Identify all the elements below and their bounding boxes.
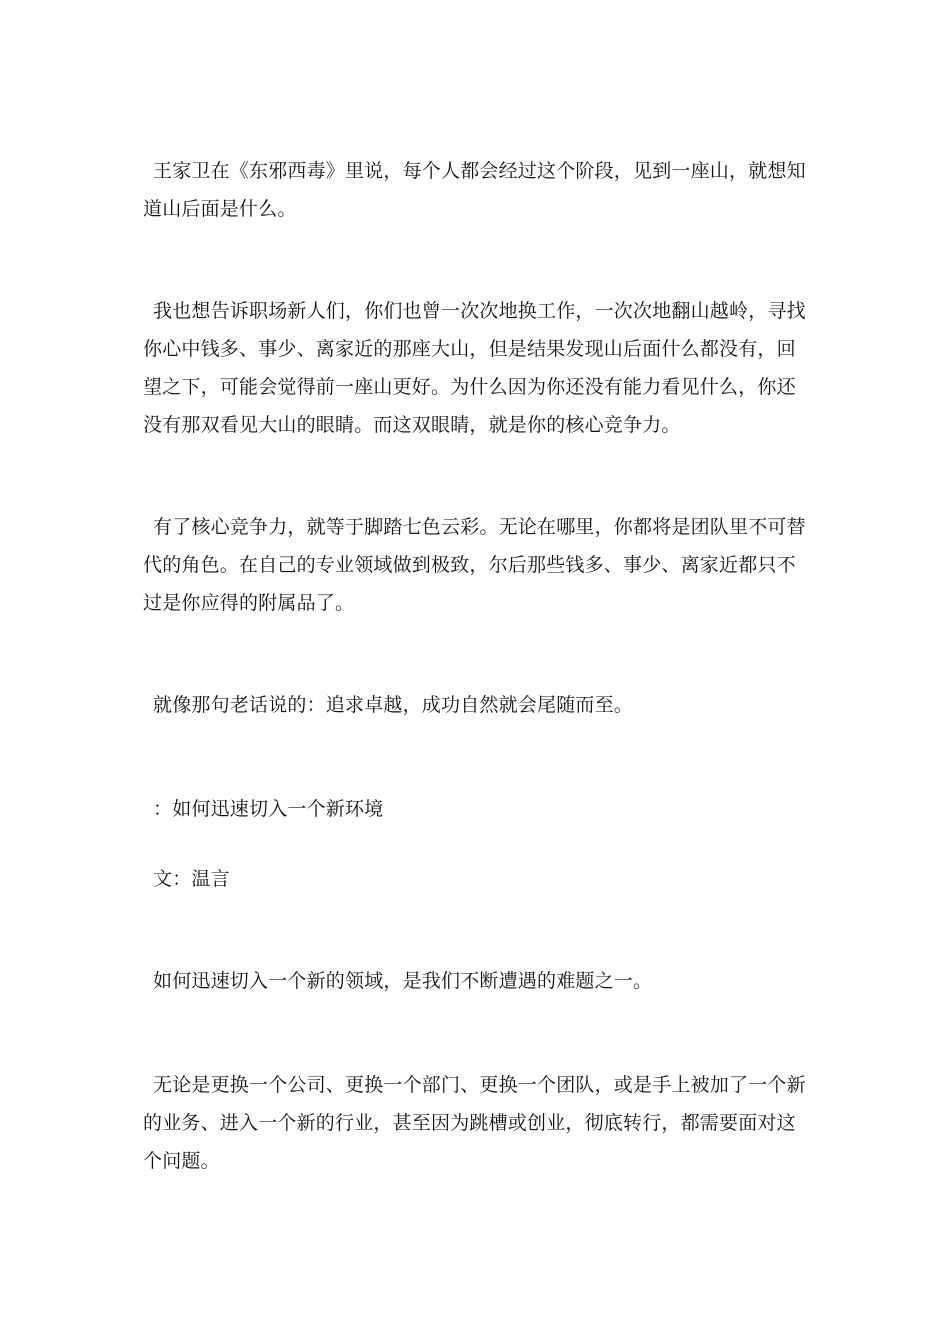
section-title: ：如何迅速切入一个新环境 (153, 798, 384, 820)
paragraph-intro-question: 如何迅速切入一个新的领域，是我们不断遭遇的难题之一。 (153, 970, 653, 992)
author-line: 文：温言 (153, 868, 230, 890)
paragraph-scenarios: 无论是更换一个公司、更换一个部门、更换一个团队，或是手上被加了一个新的业务、进入一个新的行业，甚至因为跳槽或创业，彻底转行，都需要面对这个问题。 (143, 1074, 806, 1172)
paragraph-core-competitiveness: 有了核心竞争力，就等于脚踏七色云彩。无论在哪里，你都将是团队里不可替代的角色。在自己的专业领域做到极致，尔后那些钱多、事少、离家近都只不过是你应得的附属品了。 (143, 516, 806, 614)
paragraph-advice-newcomers: 我也想告诉职场新人们，你们也曾一次次地换工作，一次次地翻山越岭，寻找你心中钱多、事少、离家近的那座大山，但是结果发现山后面什么都没有，回望之下，可能会觉得前一座山更好。为什么因为你还没有能力看见什么，你还没有那双看见大山的眼睛。而这双眼睛，就是你的核心竞争力。 (143, 300, 806, 436)
paragraph-old-saying: 就像那句老话说的：追求卓越，成功自然就会尾随而至。 (153, 694, 634, 716)
paragraph-wong-kar-wai-quote: 王家卫在《东邪西毒》里说，每个人都会经过这个阶段，见到一座山，就想知道山后面是什么。 (143, 160, 806, 220)
